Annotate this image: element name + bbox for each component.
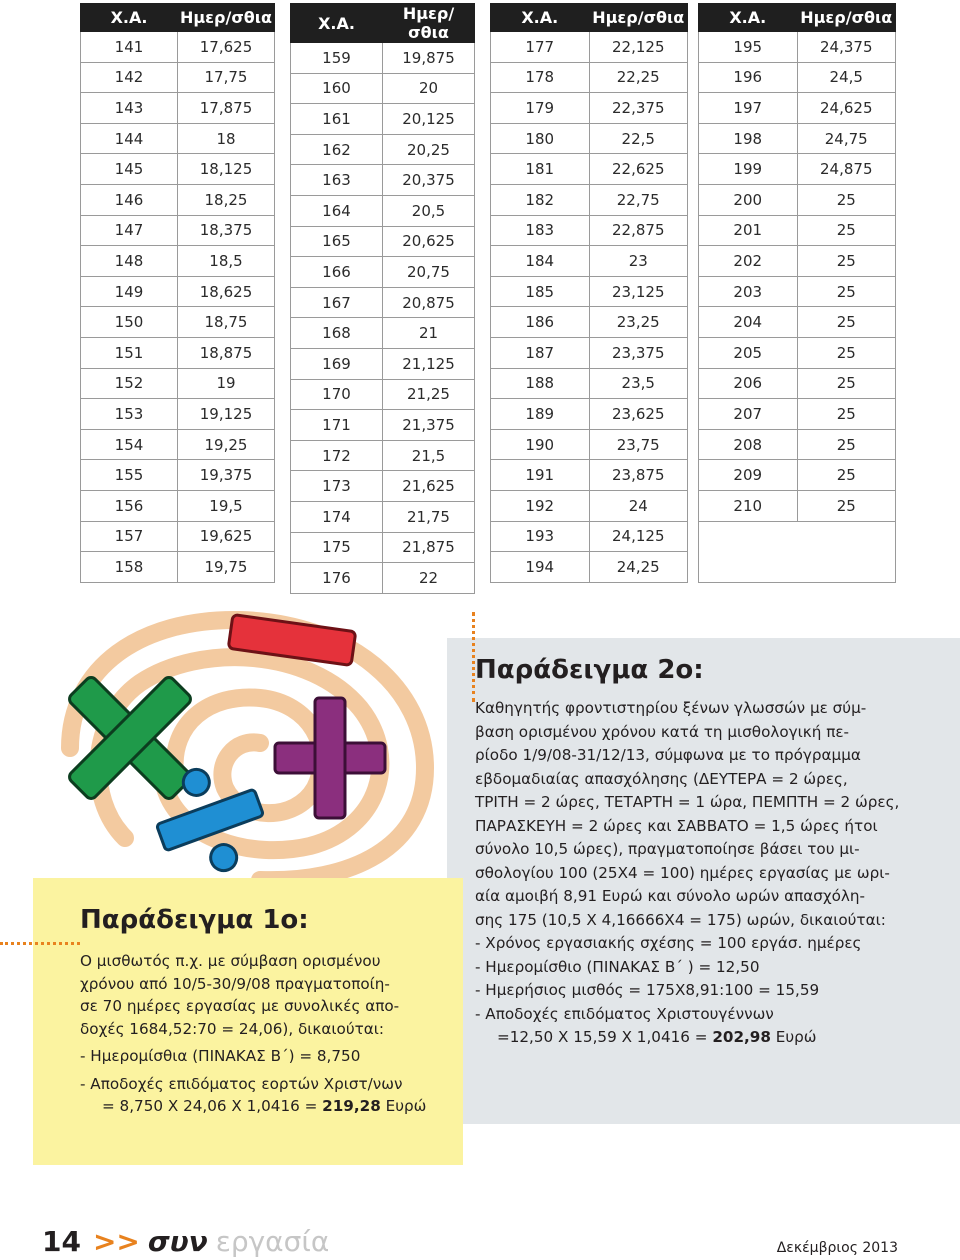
table-row [699, 276, 896, 307]
daily-wage-cell: 25 [797, 337, 896, 368]
table-row [81, 490, 275, 521]
table-row [291, 471, 475, 502]
table-row [291, 348, 475, 379]
daily-wage-cell: 21,125 [383, 348, 475, 379]
table-row [81, 399, 275, 430]
daily-wage-cell: 25 [797, 307, 896, 338]
table-row [291, 257, 475, 288]
xa-cell: 197 [699, 93, 798, 124]
table-row [81, 93, 275, 124]
issue-date: Δεκέμβριος 2013 [776, 1240, 898, 1256]
table-row [491, 123, 688, 154]
daily-wage-cell: 22,875 [589, 215, 688, 246]
daily-wage-cell: 25 [797, 215, 896, 246]
xa-cell: 146 [81, 184, 178, 215]
xa-cell: 152 [81, 368, 178, 399]
table-row [491, 429, 688, 460]
table-row [491, 246, 688, 277]
table-row [81, 154, 275, 185]
table-row [491, 552, 688, 583]
xa-cell: 155 [81, 460, 178, 491]
table-row [699, 552, 896, 583]
example-2-line: Καθηγητής φροντιστηρίου ξένων γλωσσών με σύμ- [475, 699, 867, 717]
daily-wage-cell: 20,5 [383, 195, 475, 226]
table-row [81, 337, 275, 368]
daily-wage-cell: 19 [178, 368, 275, 399]
daily-wage-cell: 21,875 [383, 532, 475, 563]
example-2-line: σης 175 (10,5 Χ 4,16666Χ4 = 175) ωρών, δικαιούται: [475, 910, 886, 929]
example-1-item: - Αποδοχές επιδόματος εορτών Χριστ/νων [80, 1074, 403, 1093]
xa-cell: 156 [81, 490, 178, 521]
table-row [699, 521, 896, 552]
example-2-result-amount: 202,98 [712, 1028, 771, 1046]
daily-wage-cell: 24,25 [589, 552, 688, 583]
brand-name-part2: εργασία [215, 1225, 330, 1258]
table-row [491, 337, 688, 368]
daily-wage-cell: 19,125 [178, 399, 275, 430]
table-row [81, 215, 275, 246]
footer-brand [42, 1225, 329, 1258]
example-2-item: - Ημερομίσθιο (ΠΙΝΑΚΑΣ Β΄ ) = 12,50 [475, 957, 760, 976]
daily-wage-cell: 21 [383, 318, 475, 349]
example-2-line: βαση ορισμένου χρόνου κατά τη μισθολογική πε- [475, 722, 850, 741]
daily-wage-cell: 22,5 [589, 123, 688, 154]
xa-cell: 201 [699, 215, 798, 246]
example-2-line: σύνολο 10,5 ώρες), πραγματοποίησε βάσει του μι- [475, 840, 860, 858]
daily-wage-cell: 25 [797, 246, 896, 277]
table-row [491, 521, 688, 552]
table-row [699, 184, 896, 215]
example-2-item: - Χρόνος εργασιακής σχέσης = 100 εργάσ. ημέρες [475, 934, 862, 952]
table-row [699, 399, 896, 430]
daily-wage-cell: 24,125 [589, 521, 688, 552]
math-symbols-illustration [30, 598, 470, 888]
xa-cell: 200 [699, 184, 798, 215]
page-number: 14 [42, 1225, 81, 1258]
table-row [491, 460, 688, 491]
xa-cell: 206 [699, 368, 798, 399]
daily-wage-cell: 18,375 [178, 215, 275, 246]
example-2-item: - Ημερήσιος μισθός = 175Χ8,91:100 = 15,59 [475, 981, 820, 999]
table-row [291, 165, 475, 196]
daily-wage-cell: 25 [797, 184, 896, 215]
daily-wage-cell: 22,625 [589, 154, 688, 185]
daily-wage-cell: 21,625 [383, 471, 475, 502]
table-row [699, 93, 896, 124]
daily-wage-cell: 19,375 [178, 460, 275, 491]
example-1-result-suffix: Ευρώ [380, 1097, 427, 1115]
daily-wage-cell: 20,875 [383, 287, 475, 318]
daily-wage-cell: 22,25 [589, 62, 688, 93]
daily-wage-cell: 25 [797, 460, 896, 491]
xa-cell: 159 [291, 43, 383, 74]
daily-wage-cell: 25 [797, 368, 896, 399]
daily-wage-cell: 18,25 [178, 184, 275, 215]
example-2-line: ΠΑΡΑΣΚΕΥΗ = 2 ώρες και ΣΑΒΒΑΤΟ = 1,5 ώρες ήτοι [475, 816, 878, 835]
xa-cell: 179 [491, 93, 590, 124]
table-row [699, 32, 896, 63]
daily-wage-cell: 22,75 [589, 184, 688, 215]
daily-wage-cell: 17,75 [178, 62, 275, 93]
table-row [291, 532, 475, 563]
xa-cell: 173 [291, 471, 383, 502]
xa-cell: 176 [291, 563, 383, 594]
table-row [699, 307, 896, 338]
daily-wage-cell: 17,625 [178, 32, 275, 63]
table-row [81, 460, 275, 491]
table-row [491, 32, 688, 63]
daily-wage-cell: 24,625 [797, 93, 896, 124]
xa-cell: 170 [291, 379, 383, 410]
xa-cell [699, 552, 798, 583]
table-row [81, 368, 275, 399]
daily-wage-cell: 25 [797, 490, 896, 521]
daily-wage-cell: 23,375 [589, 337, 688, 368]
xa-cell: 151 [81, 337, 178, 368]
xa-cell: 204 [699, 307, 798, 338]
xa-cell: 178 [491, 62, 590, 93]
table-row [81, 552, 275, 583]
xa-cell: 164 [291, 195, 383, 226]
xa-cell: 202 [699, 246, 798, 277]
daily-wage-cell: 22,125 [589, 32, 688, 63]
xa-cell: 207 [699, 399, 798, 430]
example-1-line: Ο μισθωτός π.χ. με σύμβαση ορισμένου [80, 952, 381, 970]
daily-wage-cell: 18,5 [178, 246, 275, 277]
table-row [491, 154, 688, 185]
xa-cell: 149 [81, 276, 178, 307]
example-1-result-amount: 219,28 [322, 1097, 381, 1115]
table-row [491, 368, 688, 399]
xa-cell: 143 [81, 93, 178, 124]
daily-wage-cell: 23,625 [589, 399, 688, 430]
xa-cell: 186 [491, 307, 590, 338]
example-2-title: Παράδειγμα 2ο: [475, 655, 704, 685]
xa-cell: 199 [699, 154, 798, 185]
daily-wage-cell: 17,875 [178, 93, 275, 124]
xa-cell: 141 [81, 32, 178, 63]
xa-cell: 153 [81, 399, 178, 430]
xa-cell: 154 [81, 429, 178, 460]
xa-cell: 205 [699, 337, 798, 368]
table-header-col1: Χ.Α. [291, 4, 383, 43]
daily-wage-cell [797, 552, 896, 583]
xa-cell: 142 [81, 62, 178, 93]
daily-wage-cell: 21,375 [383, 410, 475, 441]
xa-cell: 189 [491, 399, 590, 430]
example-2-result-prefix: =12,50 Χ 15,59 Χ 1,0416 = [497, 1028, 713, 1046]
table-row [699, 154, 896, 185]
table-row [291, 563, 475, 594]
xa-cell: 184 [491, 246, 590, 277]
table-row [699, 62, 896, 93]
xa-cell: 192 [491, 490, 590, 521]
salary-table-3 [490, 3, 688, 583]
example-2-line: ρίοδο 1/9/08-31/12/13, σύμφωνα με το πρόγραμμα [475, 746, 861, 764]
table-row [699, 460, 896, 491]
xa-cell: 145 [81, 154, 178, 185]
daily-wage-cell: 21,5 [383, 440, 475, 471]
table-row [491, 62, 688, 93]
xa-cell: 187 [491, 337, 590, 368]
table-row [291, 195, 475, 226]
table-row [491, 307, 688, 338]
xa-cell: 193 [491, 521, 590, 552]
example-1-result-prefix: = 8,750 Χ 24,06 Χ 1,0416 = [102, 1097, 323, 1115]
daily-wage-cell: 24,75 [797, 123, 896, 154]
example-1-result [80, 1095, 448, 1118]
example-1-body [80, 950, 448, 1118]
example-1-line: δοχές 1684,52:70 = 24,06), δικαιούται: [80, 1019, 385, 1038]
xa-cell: 198 [699, 123, 798, 154]
table-header-col1: Χ.Α. [491, 4, 590, 32]
xa-cell: 208 [699, 429, 798, 460]
table-row [699, 429, 896, 460]
xa-cell: 190 [491, 429, 590, 460]
daily-wage-cell: 21,25 [383, 379, 475, 410]
table-row [291, 73, 475, 104]
xa-cell: 157 [81, 521, 178, 552]
table-row [491, 93, 688, 124]
daily-wage-cell: 19,75 [178, 552, 275, 583]
daily-wage-cell: 19,875 [383, 43, 475, 74]
xa-cell: 167 [291, 287, 383, 318]
xa-cell: 183 [491, 215, 590, 246]
xa-cell: 144 [81, 123, 178, 154]
table-row [491, 184, 688, 215]
xa-cell: 203 [699, 276, 798, 307]
daily-wage-cell: 19,25 [178, 429, 275, 460]
table-row [291, 410, 475, 441]
daily-wage-cell: 25 [797, 399, 896, 430]
daily-wage-cell: 20,25 [383, 134, 475, 165]
table-row [81, 521, 275, 552]
table-row [699, 337, 896, 368]
table-row [291, 226, 475, 257]
xa-cell: 163 [291, 165, 383, 196]
daily-wage-cell: 19,5 [178, 490, 275, 521]
table-row [291, 104, 475, 135]
table-row [699, 215, 896, 246]
xa-cell: 165 [291, 226, 383, 257]
xa-cell: 174 [291, 501, 383, 532]
daily-wage-cell: 23,125 [589, 276, 688, 307]
table-row [81, 184, 275, 215]
daily-wage-cell: 18 [178, 123, 275, 154]
daily-wage-cell: 18,125 [178, 154, 275, 185]
daily-wage-cell: 24,375 [797, 32, 896, 63]
daily-wage-cell: 18,75 [178, 307, 275, 338]
table-row [81, 307, 275, 338]
table-row [291, 318, 475, 349]
daily-wage-cell: 20,625 [383, 226, 475, 257]
xa-cell: 172 [291, 440, 383, 471]
example-2-result-suffix: Ευρώ [770, 1028, 817, 1046]
table-row [81, 32, 275, 63]
table-row [291, 379, 475, 410]
daily-wage-cell: 22,375 [589, 93, 688, 124]
daily-wage-cell: 18,875 [178, 337, 275, 368]
example-2-line: εβδομαδιαίας απασχόλησης (ΔΕΥΤΕΡΑ = 2 ώρες, [475, 769, 848, 788]
table-row [291, 440, 475, 471]
xa-cell: 160 [291, 73, 383, 104]
table-header-col2: Ημερ/σθια [383, 4, 475, 43]
table-row [699, 123, 896, 154]
table-row [699, 246, 896, 277]
daily-wage-cell: 20,75 [383, 257, 475, 288]
xa-cell: 158 [81, 552, 178, 583]
daily-wage-cell: 24,875 [797, 154, 896, 185]
xa-cell: 194 [491, 552, 590, 583]
xa-cell: 196 [699, 62, 798, 93]
table-row [291, 134, 475, 165]
dotted-divider [0, 942, 80, 945]
xa-cell: 177 [491, 32, 590, 63]
xa-cell: 209 [699, 460, 798, 491]
table-row [491, 215, 688, 246]
daily-wage-cell: 18,625 [178, 276, 275, 307]
daily-wage-cell: 25 [797, 276, 896, 307]
xa-cell: 169 [291, 348, 383, 379]
xa-cell: 162 [291, 134, 383, 165]
example-1-item: - Ημερομίσθια (ΠΙΝΑΚΑΣ Β΄) = 8,750 [80, 1047, 361, 1065]
table-row [699, 490, 896, 521]
xa-cell: 180 [491, 123, 590, 154]
xa-cell: 150 [81, 307, 178, 338]
xa-cell [699, 521, 798, 552]
daily-wage-cell: 19,625 [178, 521, 275, 552]
daily-wage-cell: 20,375 [383, 165, 475, 196]
daily-wage-cell: 24 [589, 490, 688, 521]
example-2-line: ΤΡΙΤΗ = 2 ώρες, ΤΕΤΑΡΤΗ = 1 ώρα, ΠΕΜΠΤΗ = 2 ώρες, [475, 793, 900, 811]
salary-table-4 [698, 3, 896, 583]
xa-cell: 161 [291, 104, 383, 135]
xa-cell: 191 [491, 460, 590, 491]
table-row [491, 399, 688, 430]
daily-wage-cell: 21,75 [383, 501, 475, 532]
xa-cell: 195 [699, 32, 798, 63]
example-2-item: - Αποδοχές επιδόματος Χριστουγέννων [475, 1004, 774, 1023]
xa-cell: 168 [291, 318, 383, 349]
example-1-title: Παράδειγμα 1ο: [80, 905, 309, 935]
table-header-col1: Χ.Α. [699, 4, 798, 32]
table-row [291, 43, 475, 74]
xa-cell: 175 [291, 532, 383, 563]
salary-table-1 [80, 3, 275, 583]
daily-wage-cell: 20 [383, 73, 475, 104]
example-2-result [475, 1026, 910, 1050]
table-header-col2: Ημερ/σθια [178, 4, 275, 32]
example-2-body [475, 697, 910, 1050]
xa-cell: 171 [291, 410, 383, 441]
table-row [491, 490, 688, 521]
xa-cell: 185 [491, 276, 590, 307]
daily-wage-cell: 25 [797, 429, 896, 460]
daily-wage-cell: 23,25 [589, 307, 688, 338]
daily-wage-cell: 22 [383, 563, 475, 594]
xa-cell: 210 [699, 490, 798, 521]
table-header-col2: Ημερ/σθια [589, 4, 688, 32]
daily-wage-cell: 23 [589, 246, 688, 277]
table-header-col2: Ημερ/σθια [797, 4, 896, 32]
daily-wage-cell: 20,125 [383, 104, 475, 135]
daily-wage-cell: 23,875 [589, 460, 688, 491]
table-row [81, 246, 275, 277]
xa-cell: 147 [81, 215, 178, 246]
table-row [699, 368, 896, 399]
table-row [81, 429, 275, 460]
table-row [491, 276, 688, 307]
table-row [81, 62, 275, 93]
example-1-line: σε 70 ημέρες εργασίας με συνολικές απο- [80, 997, 400, 1015]
daily-wage-cell [797, 521, 896, 552]
xa-cell: 166 [291, 257, 383, 288]
daily-wage-cell: 24,5 [797, 62, 896, 93]
example-1-line: χρόνου από 10/5-30/9/08 πραγματοποίη- [80, 974, 390, 993]
daily-wage-cell: 23,75 [589, 429, 688, 460]
xa-cell: 188 [491, 368, 590, 399]
table-header-col1: Χ.Α. [81, 4, 178, 32]
table-row [291, 287, 475, 318]
xa-cell: 181 [491, 154, 590, 185]
daily-wage-cell: 23,5 [589, 368, 688, 399]
table-row [81, 123, 275, 154]
salary-table-2 [290, 3, 475, 594]
arrows-icon: >> [92, 1225, 140, 1258]
example-2-line: αία αμοιβή 8,91 Ευρώ και σύνολο ωρών απασχόλη- [475, 887, 866, 905]
xa-cell: 182 [491, 184, 590, 215]
brand-name-part1: συν [147, 1225, 208, 1258]
example-2-line: σθολογίου 100 (25Χ4 = 100) ημέρες εργασίας με ωρι- [475, 863, 890, 882]
table-row [291, 501, 475, 532]
table-row [81, 276, 275, 307]
xa-cell: 148 [81, 246, 178, 277]
